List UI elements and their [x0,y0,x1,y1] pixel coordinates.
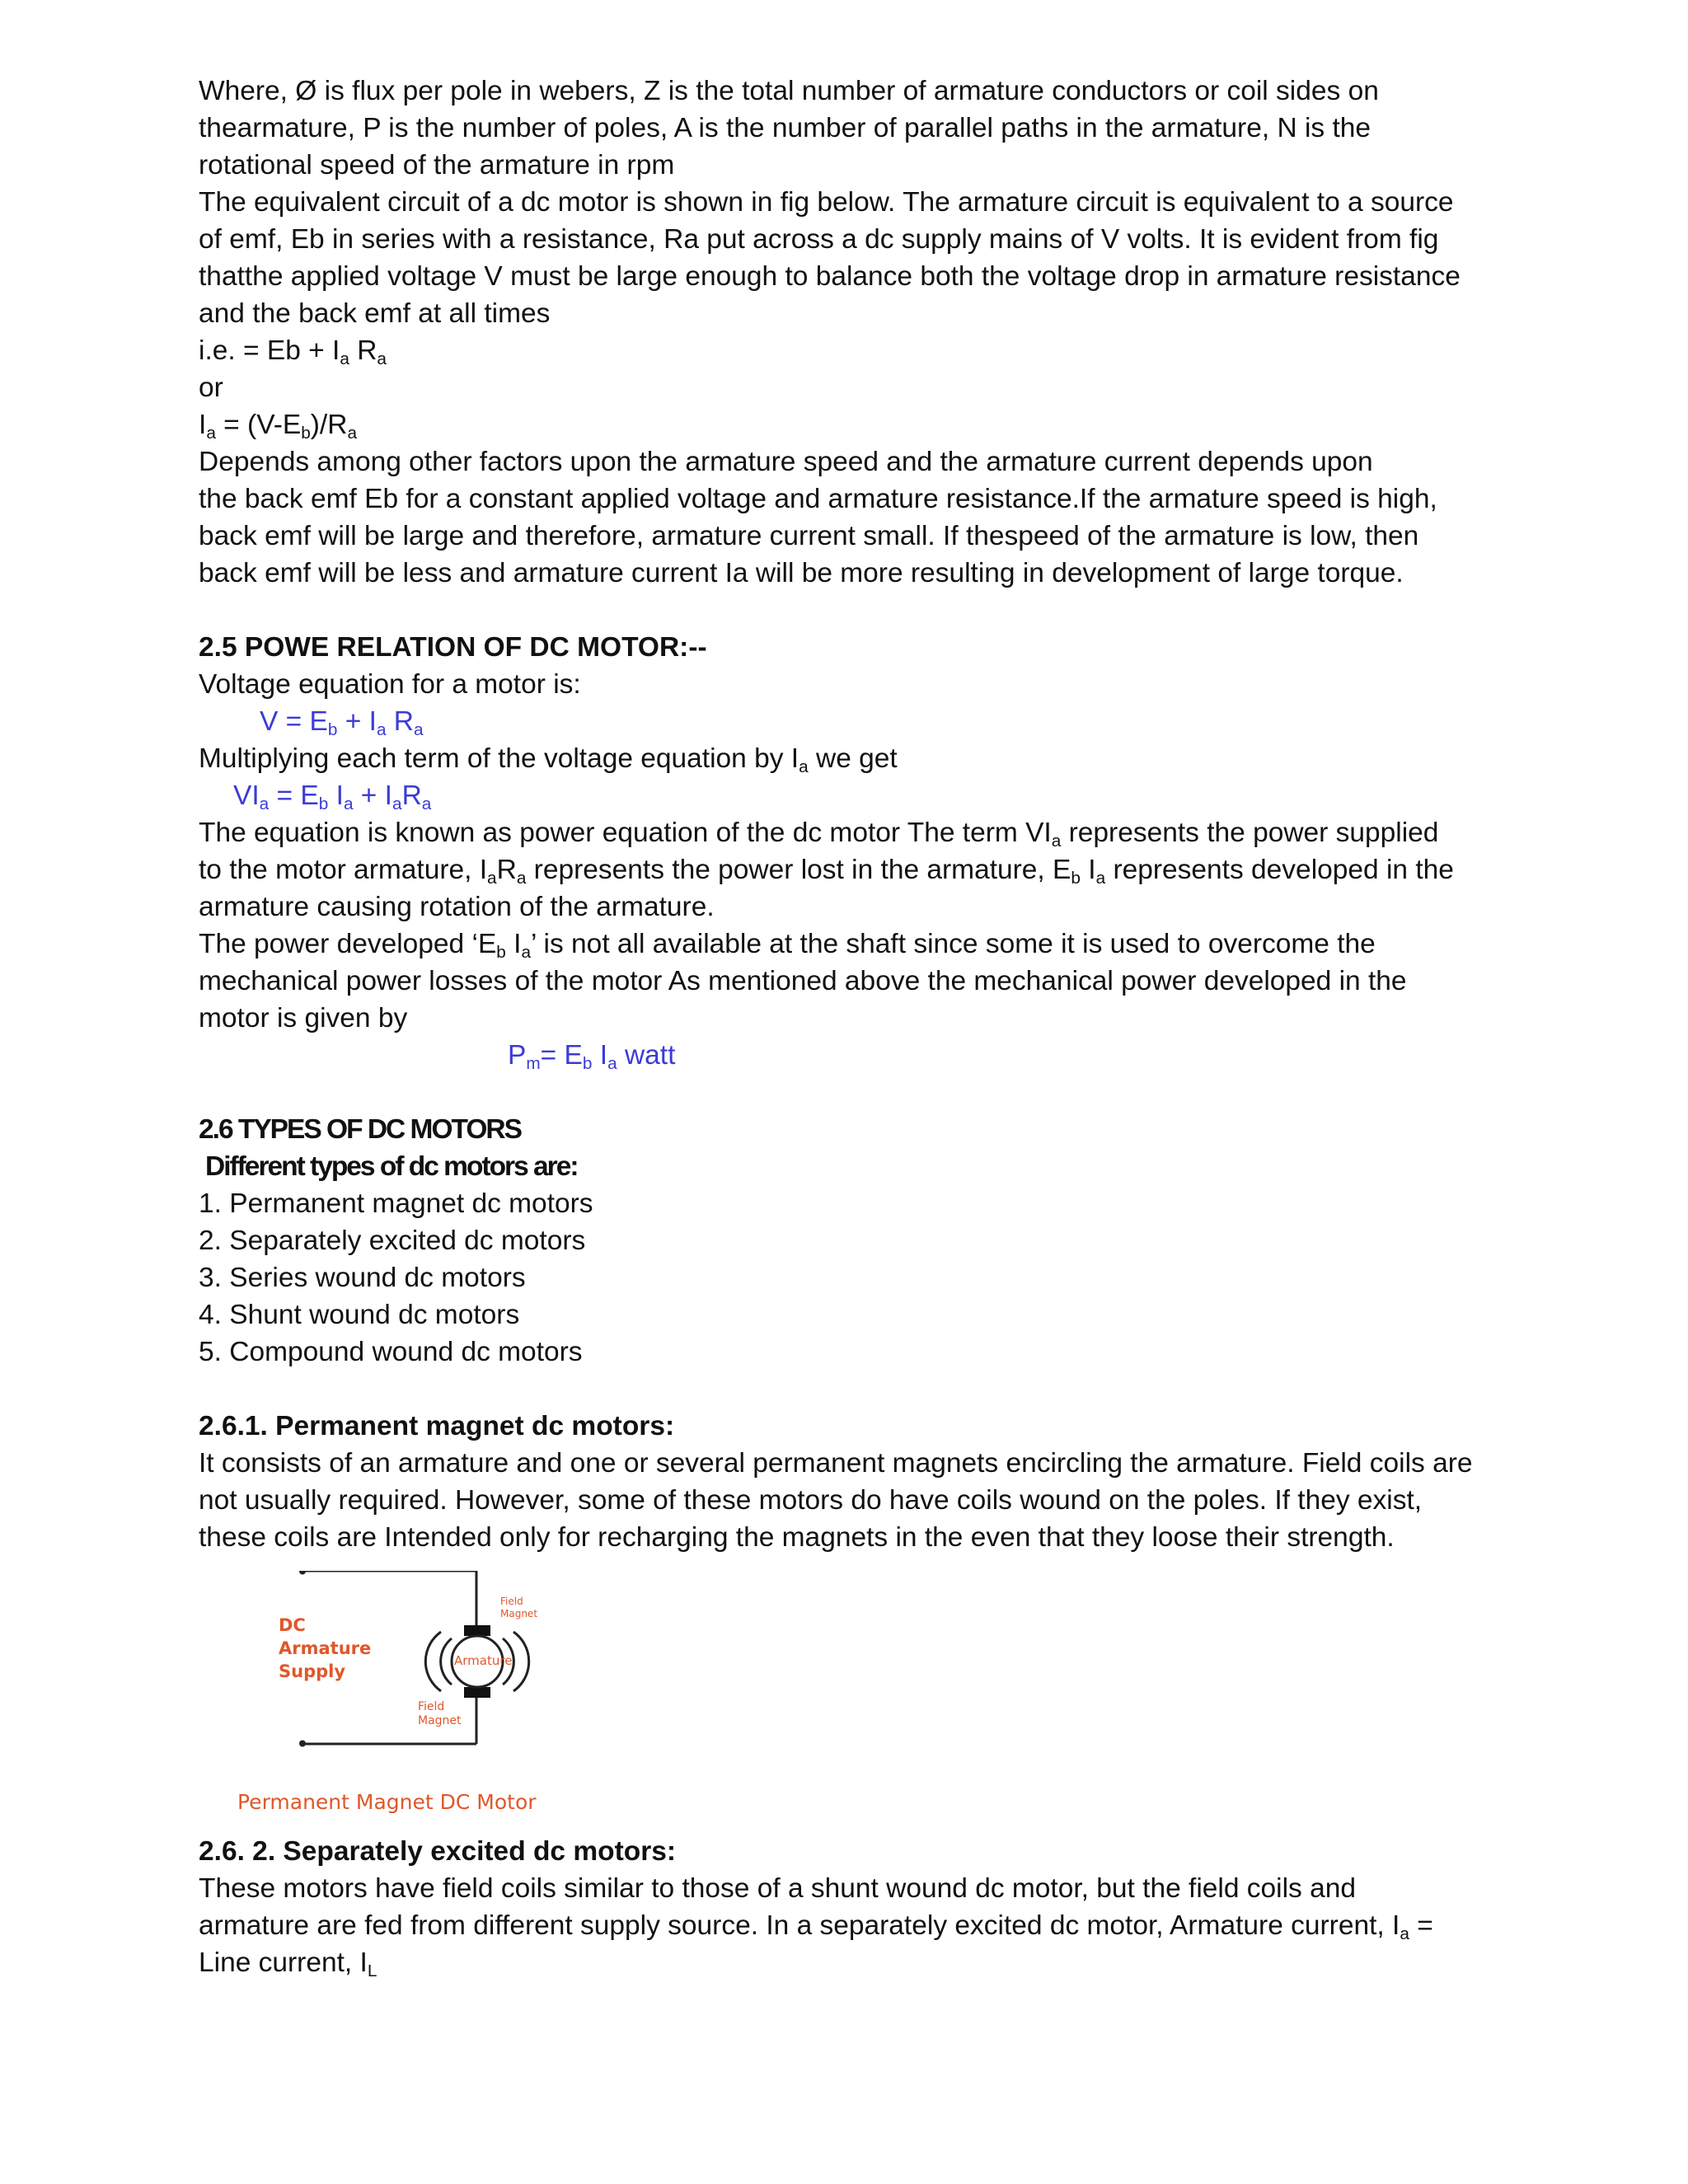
body-line: back emf will be large and therefore, armature current small. If thespeed of the armature is low, then [199,521,1419,551]
field-magnet-bottom-label: Field Magnet [418,1700,462,1727]
section-heading-power: 2.5 POWE RELATION OF DC MOTOR:-- [199,632,707,663]
intro-line: of emf, Eb in series with a resistance, Ra put across a dc supply mains of V volts. It is evident from fig [199,224,1439,255]
intro-line: thatthe applied voltage V must be large enough to balance both the voltage drop in armature resistance [199,261,1461,292]
body-line: Voltage equation for a motor is: [199,669,581,700]
terminal-bottom [299,1741,306,1747]
list-item: 4. Shunt wound dc motors [199,1300,520,1330]
brush-bottom [464,1687,490,1698]
figure-caption: Permanent Magnet DC Motor [237,1790,537,1814]
document-page [199,73,1501,1981]
equation-ia: $I_a = (V-E_b)/R_a$ [199,410,357,443]
body-line: back emf will be less and armature current Ia will be more resulting in development of large torque. [199,558,1404,588]
dc-armature-supply-label: DC Armature Supply [279,1615,372,1681]
equation-voltage: $V = E_b + I_a$ $R_a$ [260,706,424,739]
pm-motor-diagram [199,1571,578,1785]
body-line: Line current, $I_L$ [199,1947,377,1980]
body-line: The power developed ‘$E_b$ $I_a$’ is not all available at the shaft since some it is used to overcome the [199,929,1376,962]
body-line: the back emf Eb for a constant applied voltage and armature resistance.If the armature speed is high, [199,484,1437,514]
section-heading-separately-excited: 2.6. 2. Separately excited dc motors: [199,1836,677,1867]
terminal-top [299,1571,306,1575]
armature-label: Armature [454,1653,513,1668]
or-text: or [199,373,223,403]
body-line: armature causing rotation of the armature. [199,892,715,922]
list-item: 2. Separately excited dc motors [199,1226,586,1256]
list-item: 1. Permanent magnet dc motors [199,1188,593,1219]
body-line: armature are fed from different supply source. In a separately excited dc motor, Armature current, $I_a$ = [199,1910,1433,1943]
intro-line: and the back emf at all times [199,298,551,329]
list-item: 5. Compound wound dc motors [199,1337,583,1367]
body-line: to the motor armature, $I_aR_a$ represents the power lost in the armature, $E_b$ $I_a$ represents developed in the [199,855,1454,888]
section-heading-types: 2.6 TYPES OF DC MOTORS [199,1114,521,1145]
body-line: Multiplying each term of the voltage equation by $I_a$ we get [199,743,898,776]
equation-mechanical-power: $P_m= E_b$ $I_a$ watt [508,1040,676,1073]
body-line: It consists of an armature and one or several permanent magnets encircling the armature. Field coils are [199,1448,1473,1479]
body-line: These motors have field coils similar to those of a shunt wound dc motor, but the field coils and [199,1873,1357,1904]
body-line: these coils are Intended only for recharging the magnets in the even that they loose their strength. [199,1522,1395,1553]
body-line: Depends among other factors upon the armature speed and the armature current depends upon [199,447,1373,477]
section-heading-permanent-magnet: 2.6.1. Permanent magnet dc motors: [199,1411,675,1441]
intro-line: The equivalent circuit of a dc motor is shown in fig below. The armature circuit is equivalent to a source [199,187,1454,218]
body-line: mechanical power losses of the motor As mentioned above the mechanical power developed in the [199,966,1407,996]
list-item: 3. Series wound dc motors [199,1263,526,1293]
intro-line: rotational speed of the armature in rpm [199,150,675,180]
equation-ie: i.e. = $Eb + I_a$ $R_a$ [199,335,387,368]
body-line: The equation is known as power equation of the dc motor The term $VI_a$ represents the power supplied [199,818,1439,851]
body-line: motor is given by [199,1003,408,1033]
brush-top [464,1625,490,1636]
field-magnet-top-label: Field Magnet [500,1596,538,1619]
intro-line: thearmature, P is the number of poles, A is the number of parallel paths in the armature, N is the [199,113,1372,143]
body-line: not usually required. However, some of these motors do have coils wound on the poles. If they exist, [199,1485,1423,1516]
intro-line: Where, Ø is flux per pole in webers, Z is the total number of armature conductors or coil sides on [199,76,1379,106]
types-subheading: Different types of dc motors are: [205,1151,578,1182]
equation-power: $VI_a = E_b$ $I_a + I_aR_a$ [233,780,432,813]
